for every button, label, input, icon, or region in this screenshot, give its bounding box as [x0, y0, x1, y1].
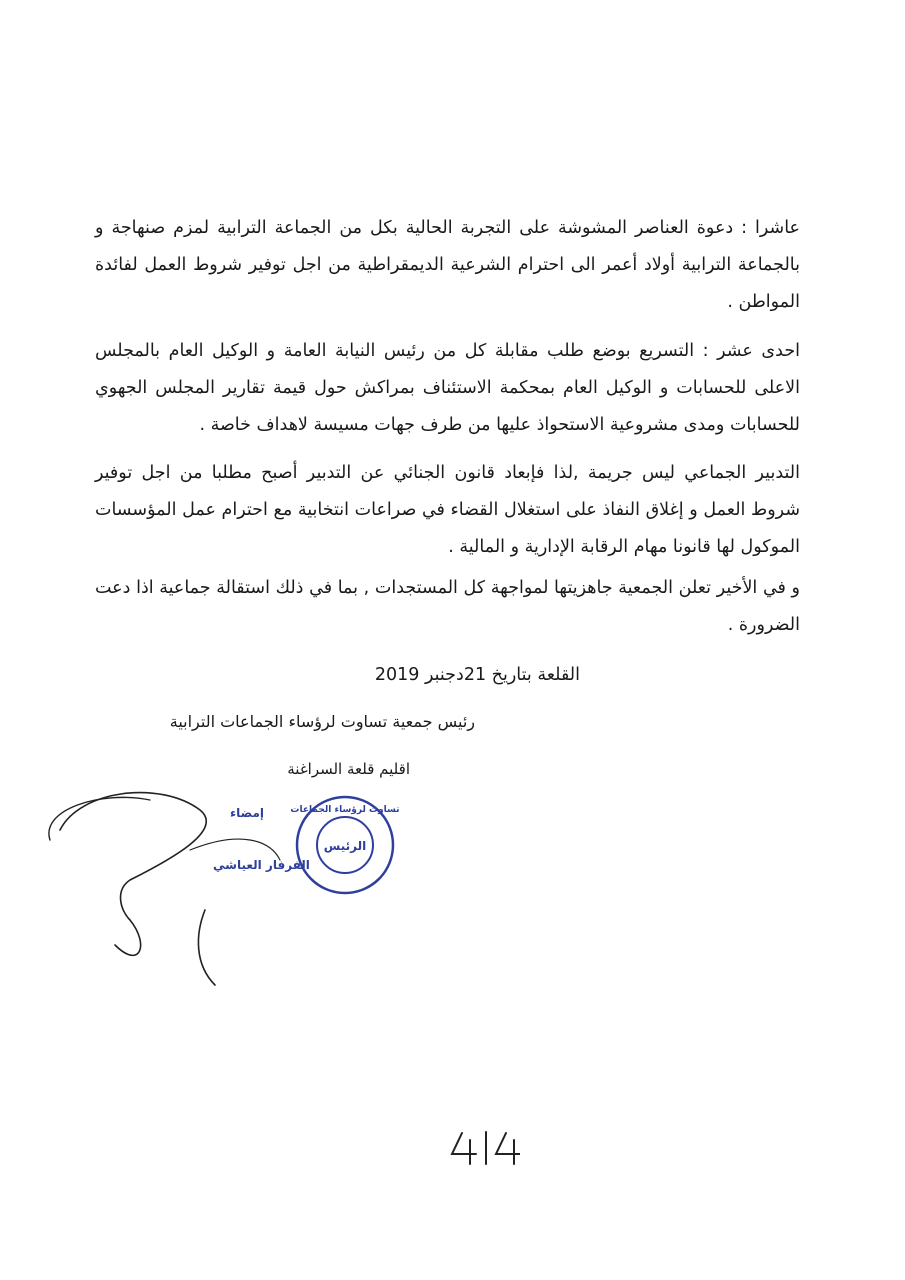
- official-stamp: [290, 790, 400, 900]
- paragraph-line: الاعلى للحسابات و الوكيل العام بمحكمة الاستئناف بمراكش حول قيمة تقارير المجلس الجهوي: [95, 378, 800, 398]
- stamp-ring-text: تساوت لرؤساء الجماعات: [290, 805, 400, 815]
- paragraph-line: توفير شروط العمل و إغلاق النفاذ على استغلال القضاء في صراعات انتخابية مع احترام عمل: [95, 463, 800, 520]
- stamp-sign-label: إمضاء: [230, 806, 265, 820]
- paragraph-line: المواطن .: [727, 292, 800, 312]
- paragraph-line: عاشرا : دعوة العناصر المشوشة على التجربة الحالية بكل من الجماعة الترابية لمزم صنهاجة: [111, 218, 800, 238]
- paragraph-line: احدى عشر : التسريع بوضع طلب مقابلة كل من رئيس النيابة العامة و الوكيل العام بالمجلس: [95, 341, 800, 361]
- paragraph-tenth: [95, 210, 800, 321]
- paragraph-closing: [95, 570, 800, 644]
- paragraph-collective-management: [95, 455, 800, 566]
- paragraph-eleventh: [95, 333, 800, 444]
- paragraph-line: المؤسسات الموكول لها قانونا مهام الرقابة الإدارية و المالية .: [95, 500, 800, 557]
- signatory-title: رئيس جمعية تساوت لرؤساء الجماعات الترابية: [169, 712, 475, 731]
- paragraph-line: دعت الضرورة .: [95, 578, 800, 635]
- stamp-name-label: الفرفار العياشي: [213, 858, 310, 872]
- paragraph-line: التدبير الجماعي ليس جريمة ,لذا فإبعاد قانون الجنائي عن التدبير أصبح مطلبا من اجل: [141, 463, 800, 483]
- signature-block: [20, 770, 440, 1000]
- paragraph-line: و في الأخير تعلن الجمعية جاهزيتها لمواجهة كل المستجدات , بما في ذلك استقالة جماعية اذا: [136, 578, 800, 598]
- stamp-center-text: الرئيس: [323, 839, 367, 853]
- paragraph-line: للحسابات ومدى مشروعية الاستحواذ عليها من طرف جهات مسيسة لاهداف خاصة .: [199, 415, 800, 435]
- page-number-handwritten: [450, 1128, 520, 1168]
- province-line: اقليم قلعة السراغنة: [287, 760, 410, 778]
- date-line: القلعة بتاريخ 21دجنبر 2019: [374, 665, 580, 685]
- paragraph-line: و بالجماعة الترابية أولاد أعمر الى احترام الشرعية الديمقراطية من اجل توفير شروط العمل لفائدة: [95, 218, 800, 275]
